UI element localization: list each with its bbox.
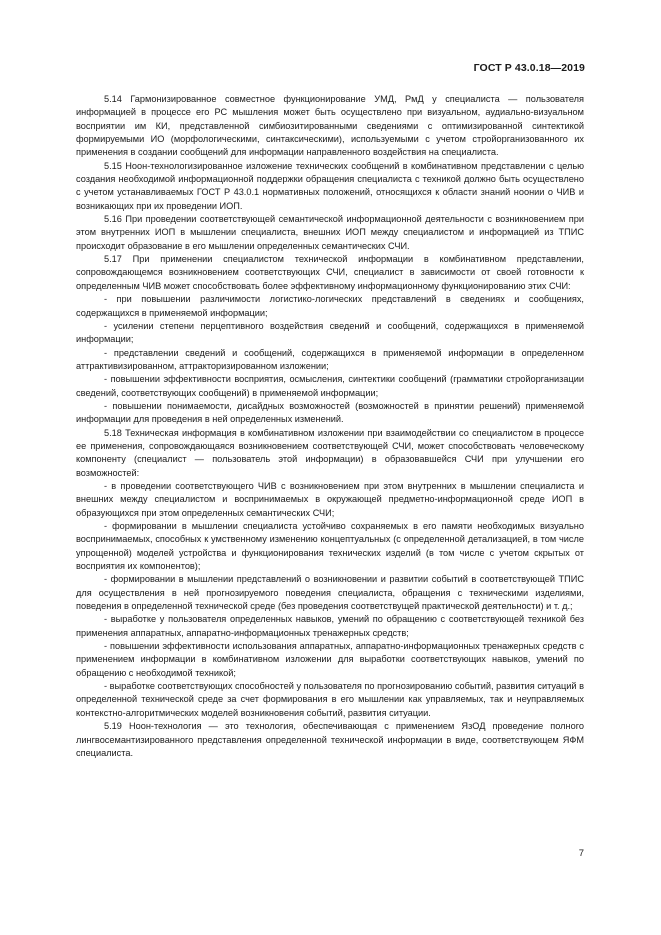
list-item: - повышении эффективности использования аппаратных, аппаратно-информационных тренажерных средств с применением информации в комбинативном изложении для выработки соответствующих навыков, умений по обращению с необходимой техникой; <box>76 641 584 678</box>
list-item: - выработке соответствующих способностей у пользователя по прогнозированию событий, развития ситуаций в определенной технической среде за счет формирования в его мышлении как управляемых, так и неуправляемых контекстно-алгоритмических моделей возникновения событий, развития ситуации. <box>76 681 584 718</box>
clause-5-14: 5.14 Гармонизированное совместное функционирование УМД, РмД у специалиста — пользователя информацией в процессе его РС мышления может быть осуществлено при визуальном, аудиально-визуальном восприятии им КИ, представленной симбиозитированными сведениями с оптимизированной синтектикой формируемыми ИО (морфологическими, синтаксическими), используемыми с учетом стройорганизованного их применения в создании сообщений для информации направленного воздействия на специалиста. <box>76 94 584 158</box>
page-number: 7 <box>578 848 584 859</box>
clause-5-17: 5.17 При применении специалистом технической информации в комбинативном представлении, сопровождающемся возникновением соответствующих СЧИ, специалист в зависимости от своей готовности к определенным ЧИВ может способствовать более эффективному информационному функционированию этих СЧИ: <box>76 254 584 291</box>
document-header: ГОСТ Р 43.0.18—2019 <box>473 62 585 74</box>
clause-5-18: 5.18 Техническая информация в комбинативном изложении при взаимодействии со специалистом в процессе ее применения, сопровождающаяся возникновением соответствующей СЧИ, может способствовать человеческому компоненту (специалист — пользователь этой информации) в образовавшейся СЧИ при улучшении его возможностей: <box>76 427 584 478</box>
list-item: - представлении сведений и сообщений, содержащихся в применяемой информации в определенном аттрактивизированном, аттракторизированном изложении; <box>76 347 584 371</box>
list-item: - выработке у пользователя определенных навыков, умений по обращению с соответствующей техникой без применения аппаратных, аппаратно-информационных тренажерных средств; <box>76 614 584 638</box>
clause-5-19: 5.19 Ноон-технология — это технология, обеспечивающая с применением ЯзОД проведение полного лингвосемантизированного представления определенной технической информации в виде, соответствующем ЯФМ специалиста. <box>76 721 584 758</box>
document-body <box>76 93 584 760</box>
list-item: - повышении эффективности восприятия, осмысления, синтектики сообщений (грамматики стройорганизации сведений, соответствующих сообщений) в применяемой информации; <box>76 374 584 398</box>
list-item: - при повышении различимости логистико-логических представлений в сведениях и сообщениях, содержащихся в применяемой информации; <box>76 294 584 318</box>
list-item: - повышении понимаемости, дисайдных возможностей (возможностей в принятии решений) применяемой информации для проведения в ней определенных изменений. <box>76 400 584 425</box>
list-item: - формировании в мышлении специалиста устойчиво сохраняемых в его памяти необходимых визуально воспринимаемых, способных к умственному изменению концептуальных (с определенной детализацией, в том числе упрощенной) моделей устройства и функционирования технических изделий (в том числе с учетом скрытых от восприятия их компонентов); <box>76 521 584 572</box>
list-item: - усилении степени перцептивного воздействия сведений и сообщений, содержащихся в применяемой информации; <box>76 320 584 345</box>
list-item: - формировании в мышлении представлений о возникновении и развитии событий в соответствующей ТПИС для осуществления в ней прогнозируемого поведения специалиста, обращения с техническими изделиями, поведения в определенной технической среде (без проведения соответствущей практической деятельности) и т. д.; <box>76 574 584 612</box>
list-item: - в проведении соответствующего ЧИВ с возникновением при этом внутренних в мышлении специалиста и внешних между специалистом и воспринимаемых в окружающей предметно-информационной среде ИОП в образующихся при этом определенных семантических СЧИ; <box>76 480 584 518</box>
clause-5-15: 5.15 Ноон-технологизированное изложение технических сообщений в комбинативном представлении с целью создания необходимой информационной поддержки обращения специалиста с техникой должно быть осуществлено с учетом устанавливаемых ГОСТ Р 43.0.1 нормативных положений, относящихся к области знаний ноонии о ЧИВ и возникающих при их проведении ИОП. <box>76 160 584 211</box>
clause-5-16: 5.16 При проведении соответствующей семантической информационной деятельности с возникновением при этом внутренних ИОП в мышлении специалиста, внешних ИОП между специалистом и информацией из ТПИС происходит образование в его мышлении определенных семантических СЧИ. <box>76 214 584 251</box>
